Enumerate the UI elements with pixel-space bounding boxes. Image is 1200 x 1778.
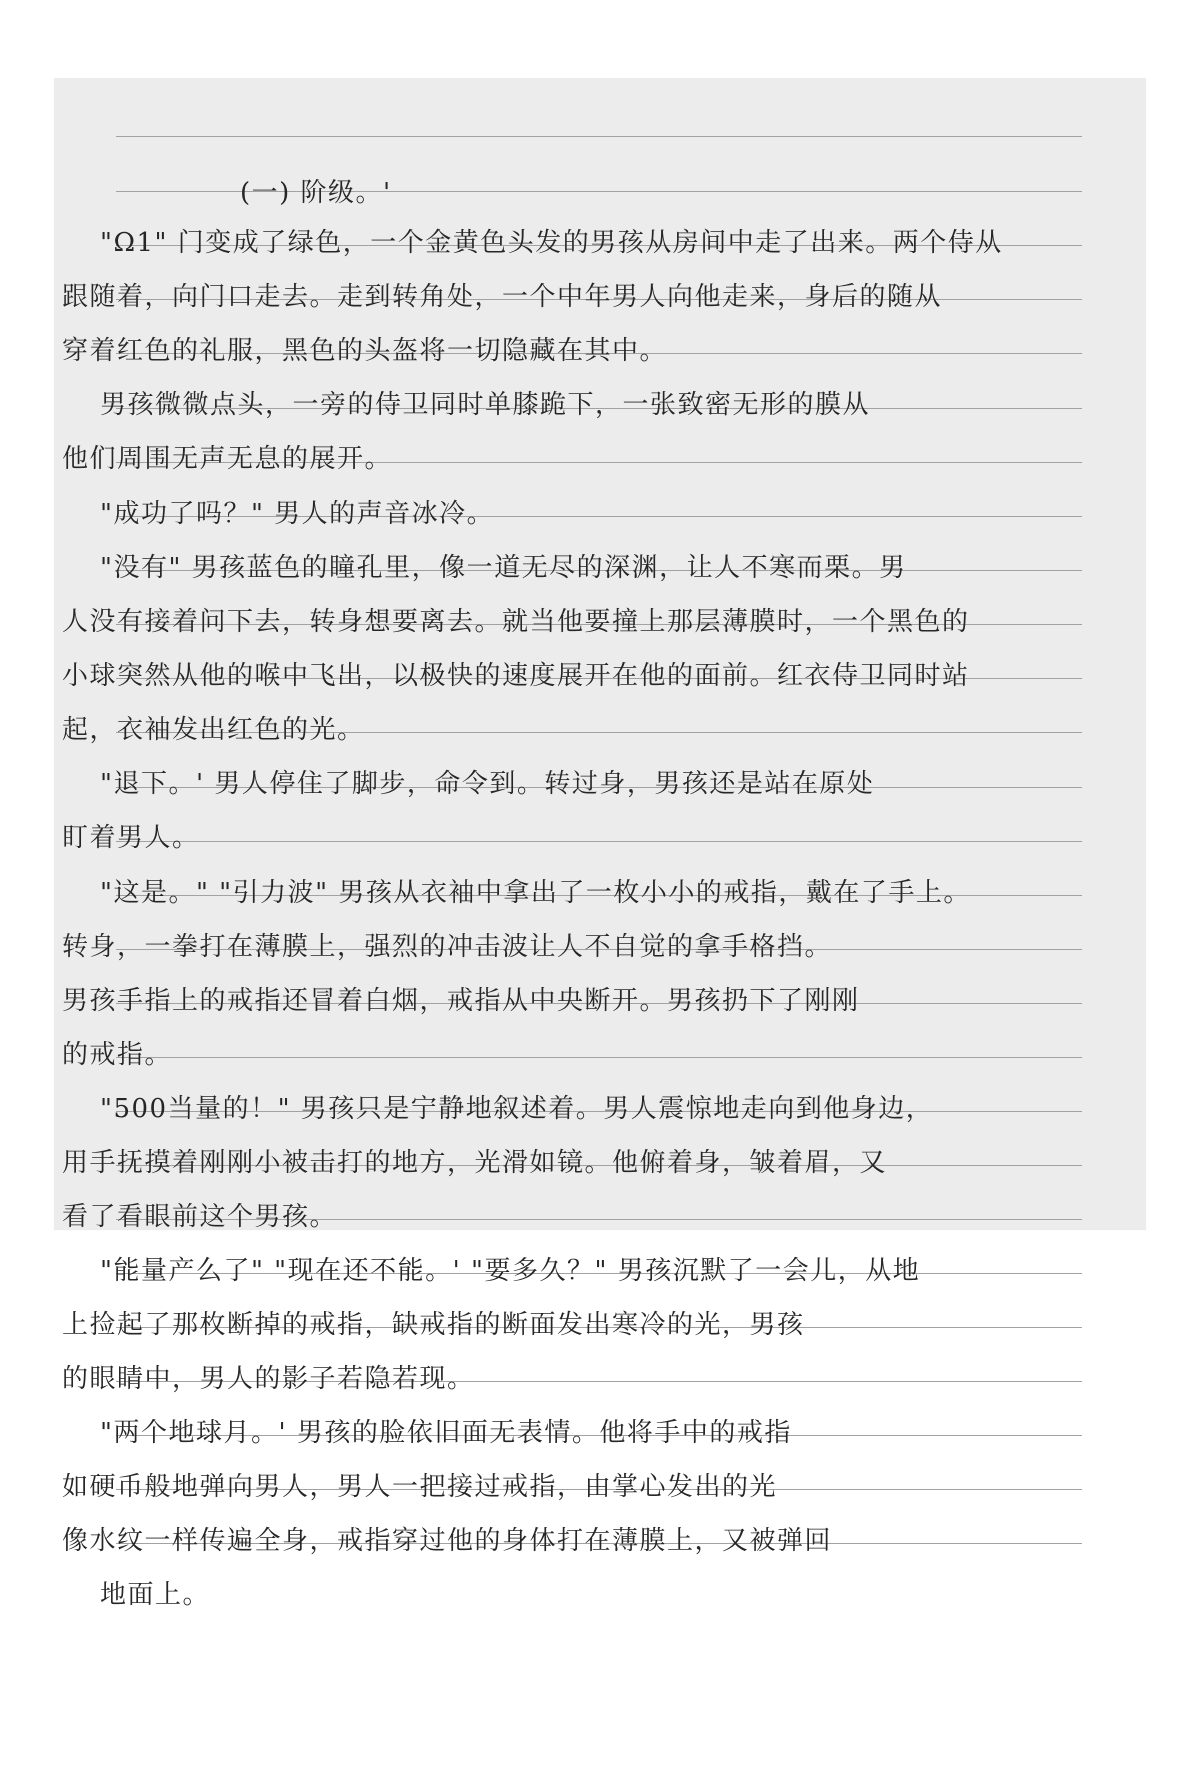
text-line: 地面上。: [100, 1580, 211, 1610]
text-line: 看了看眼前这个男孩。: [62, 1202, 338, 1232]
text-line: 的戒指。: [62, 1040, 173, 1070]
text-line: 像水纹一样传遍全身，戒指穿过他的身体打在薄膜上，又被弹回: [62, 1526, 833, 1556]
text-line: "两个地球月。' 男孩的脸依旧面无表情。他将手中的戒指: [100, 1418, 792, 1448]
text-line: 的眼睛中，男人的影子若隐若现。: [62, 1364, 475, 1394]
text-line: 用手抚摸着刚刚小被击打的地方，光滑如镜。他俯着身，皱着眉，又: [62, 1148, 888, 1178]
text-line: 跟随着，向门口走去。走到转角处，一个中年男人向他走来，身后的随从: [62, 282, 943, 312]
text-line: "Ω1" 门变成了绿色，一个金黄色头发的男孩从房间中走了出来。两个侍从: [100, 228, 1003, 258]
text-line: 他们周围无声无息的展开。: [62, 444, 393, 474]
text-line: 穿着红色的礼服，黑色的头盔将一切隐藏在其中。: [62, 336, 668, 366]
section-heading: (一) 阶级。': [240, 178, 392, 208]
text-line: 男孩手指上的戒指还冒着白烟，戒指从中央断开。男孩扔下了刚刚: [62, 986, 860, 1016]
ruled-line: [116, 136, 1082, 137]
text-line: 起，衣袖发出红色的光。: [62, 715, 365, 745]
text-line: "成功了吗？" 男人的声音冰冷。: [100, 499, 495, 529]
text-line: 男孩微微点头，一旁的侍卫同时单膝跪下，一张致密无形的膜从: [100, 390, 871, 420]
text-line: 人没有接着问下去，转身想要离去。就当他要撞上那层薄膜时，一个黑色的: [62, 607, 970, 637]
text-line: 转身，一拳打在薄膜上，强烈的冲击波让人不自觉的拿手格挡。: [62, 932, 833, 962]
text-line: "500当量的！" 男孩只是宁静地叙述着。男人震惊地走向到他身边，: [100, 1094, 934, 1124]
text-line: "能量产么了" "现在还不能。' "要多久？" 男孩沉默了一会儿，从地: [100, 1256, 921, 1286]
text-line: 小球突然从他的喉中飞出，以极快的速度展开在他的面前。红衣侍卫同时站: [62, 661, 970, 691]
text-line: 如硬币般地弹向男人，男人一把接过戒指，由掌心发出的光: [62, 1472, 778, 1502]
text-line: "这是。" "引力波" 男孩从衣袖中拿出了一枚小小的戒指，戴在了手上。: [100, 878, 971, 908]
text-line: "没有" 男孩蓝色的瞳孔里，像一道无尽的深渊，让人不寒而栗。男: [100, 553, 907, 583]
text-line: "退下。' 男人停住了脚步，命令到。转过身，男孩还是站在原处: [100, 769, 875, 799]
text-line: 上捡起了那枚断掉的戒指，缺戒指的断面发出寒冷的光，男孩: [62, 1310, 805, 1340]
text-line: 盯着男人。: [62, 823, 200, 853]
